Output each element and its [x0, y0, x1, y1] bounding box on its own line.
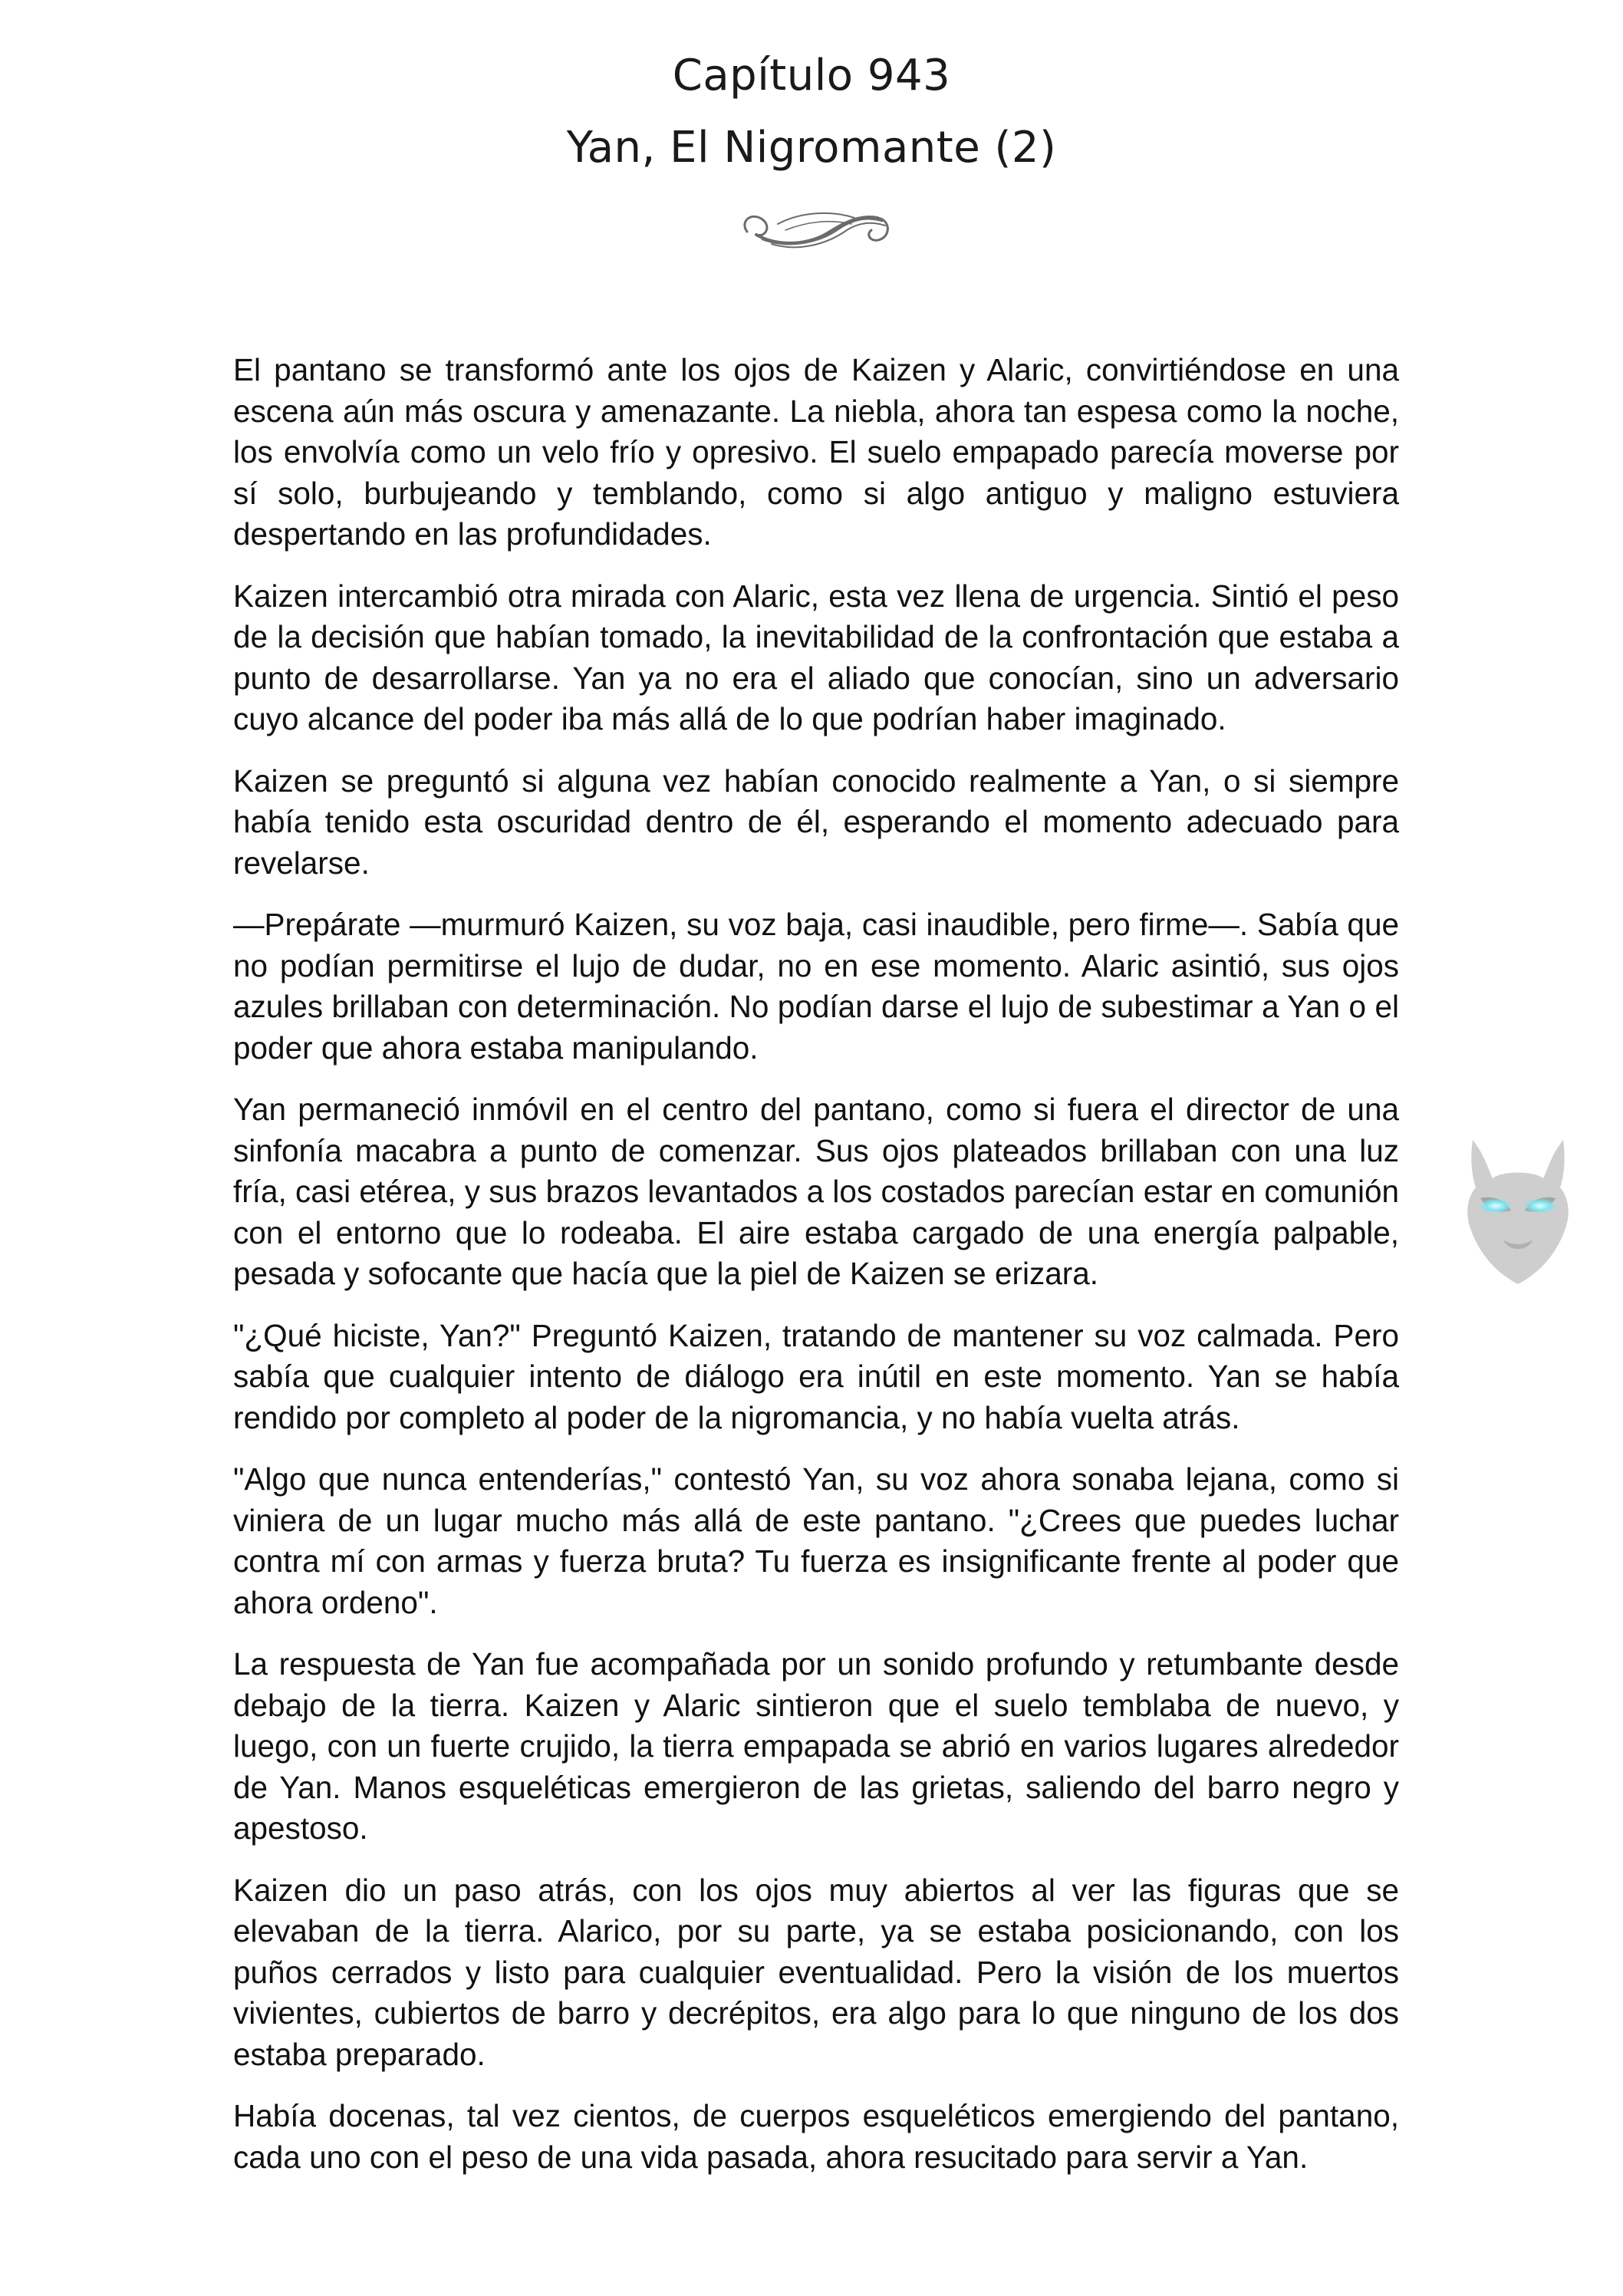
flourish-ornament-icon	[732, 201, 896, 259]
paragraph: Kaizen dio un paso atrás, con los ojos muy abiertos al ver las figuras que se elevaban de la tierra. Alarico, por su parte, ya se estaba posicionando, con los puños cerrados y listo para cualquier eventualidad. Pero la visión de los muertos vivientes, cubiertos de barro y decrépitos, era algo para lo que ninguno de los dos estaba preparado.	[233, 1872, 1399, 2072]
chapter-header	[0, 40, 1623, 184]
demon-head-watermark-icon	[1462, 1125, 1574, 1298]
paragraph: Kaizen se preguntó si alguna vez habían conocido realmente a Yan, o si siempre había tenido esta oscuridad dentro de él, esperando el momento adecuado para revelarse.	[233, 763, 1399, 881]
paragraph: —Prepárate —murmuró Kaizen, su voz baja, casi inaudible, pero firme—. Sabía que no podían permitirse el lujo de dudar, no en ese momento. Alaric asintió, sus ojos azules brillaban con determinación. No podían darse el lujo de subestimar a Yan o el poder que ahora estaba manipulando.	[233, 907, 1399, 1066]
paragraph: La respuesta de Yan fue acompañada por un sonido profundo y retumbante desde debajo de la tierra. Kaizen y Alaric sintieron que el suelo temblaba de nuevo, y luego, con un fuerte crujido, la tierra empapada se abrió en varios lugares alrededor de Yan. Manos esqueléticas emergieron de las grietas, saliendo del barro negro y apestoso.	[233, 1646, 1399, 1846]
paragraph: Había docenas, tal vez cientos, de cuerpos esqueléticos emergiendo del pantano, cada uno con el peso de una vida pasada, ahora resucitado para servir a Yan.	[233, 2098, 1399, 2175]
paragraph: Yan permaneció inmóvil en el centro del pantano, como si fuera el director de una sinfonía macabra a punto de comenzar. Sus ojos plateados brillaban con una luz fría, casi etérea, y sus brazos levantados a los costados parecían estar en comunión con el entorno que lo rodeaba. El aire estaba cargado de una energía palpable, pesada y sofocante que hacía que la piel de Kaizen se erizara.	[233, 1092, 1399, 1291]
paragraph: "¿Qué hiciste, Yan?" Preguntó Kaizen, tratando de mantener su voz calmada. Pero sabía que cualquier intento de diálogo era inútil en este momento. Yan se había rendido por completo al poder de la nigromancia, y no había vuelta atrás.	[233, 1317, 1399, 1435]
paragraph: El pantano se transformó ante los ojos de Kaizen y Alaric, convirtiéndose en una escena aún más oscura y amenazante. La niebla, ahora tan espesa como la noche, los envolvía como un velo frío y opresivo. El suelo empapado parecía moverse por sí solo, burbujeando y temblando, como si algo antiguo y maligno estuviera despertando en las profundidades.	[233, 352, 1399, 552]
chapter-title: Yan, El Nigromante (2)	[566, 123, 1057, 173]
paragraph: Kaizen intercambió otra mirada con Alaric, esta vez llena de urgencia. Sintió el peso de la decisión que habían tomado, la inevitabilidad de la confrontación que estaba a punto de desarrollarse. Yan ya no era el aliado que conocían, sino un adversario cuyo alcance del poder iba más allá de lo que podrían haber imaginado.	[233, 578, 1399, 736]
chapter-number: Capítulo 943	[672, 51, 951, 100]
chapter-body	[233, 350, 1399, 2199]
paragraph: "Algo que nunca entenderías," contestó Yan, su voz ahora sonaba lejana, como si viniera de un lugar mucho más allá de este pantano. "¿Crees que puedes luchar contra mí con armas y fuerza bruta? Tu fuerza es insignificante frente al poder que ahora ordeno".	[233, 1461, 1399, 1620]
